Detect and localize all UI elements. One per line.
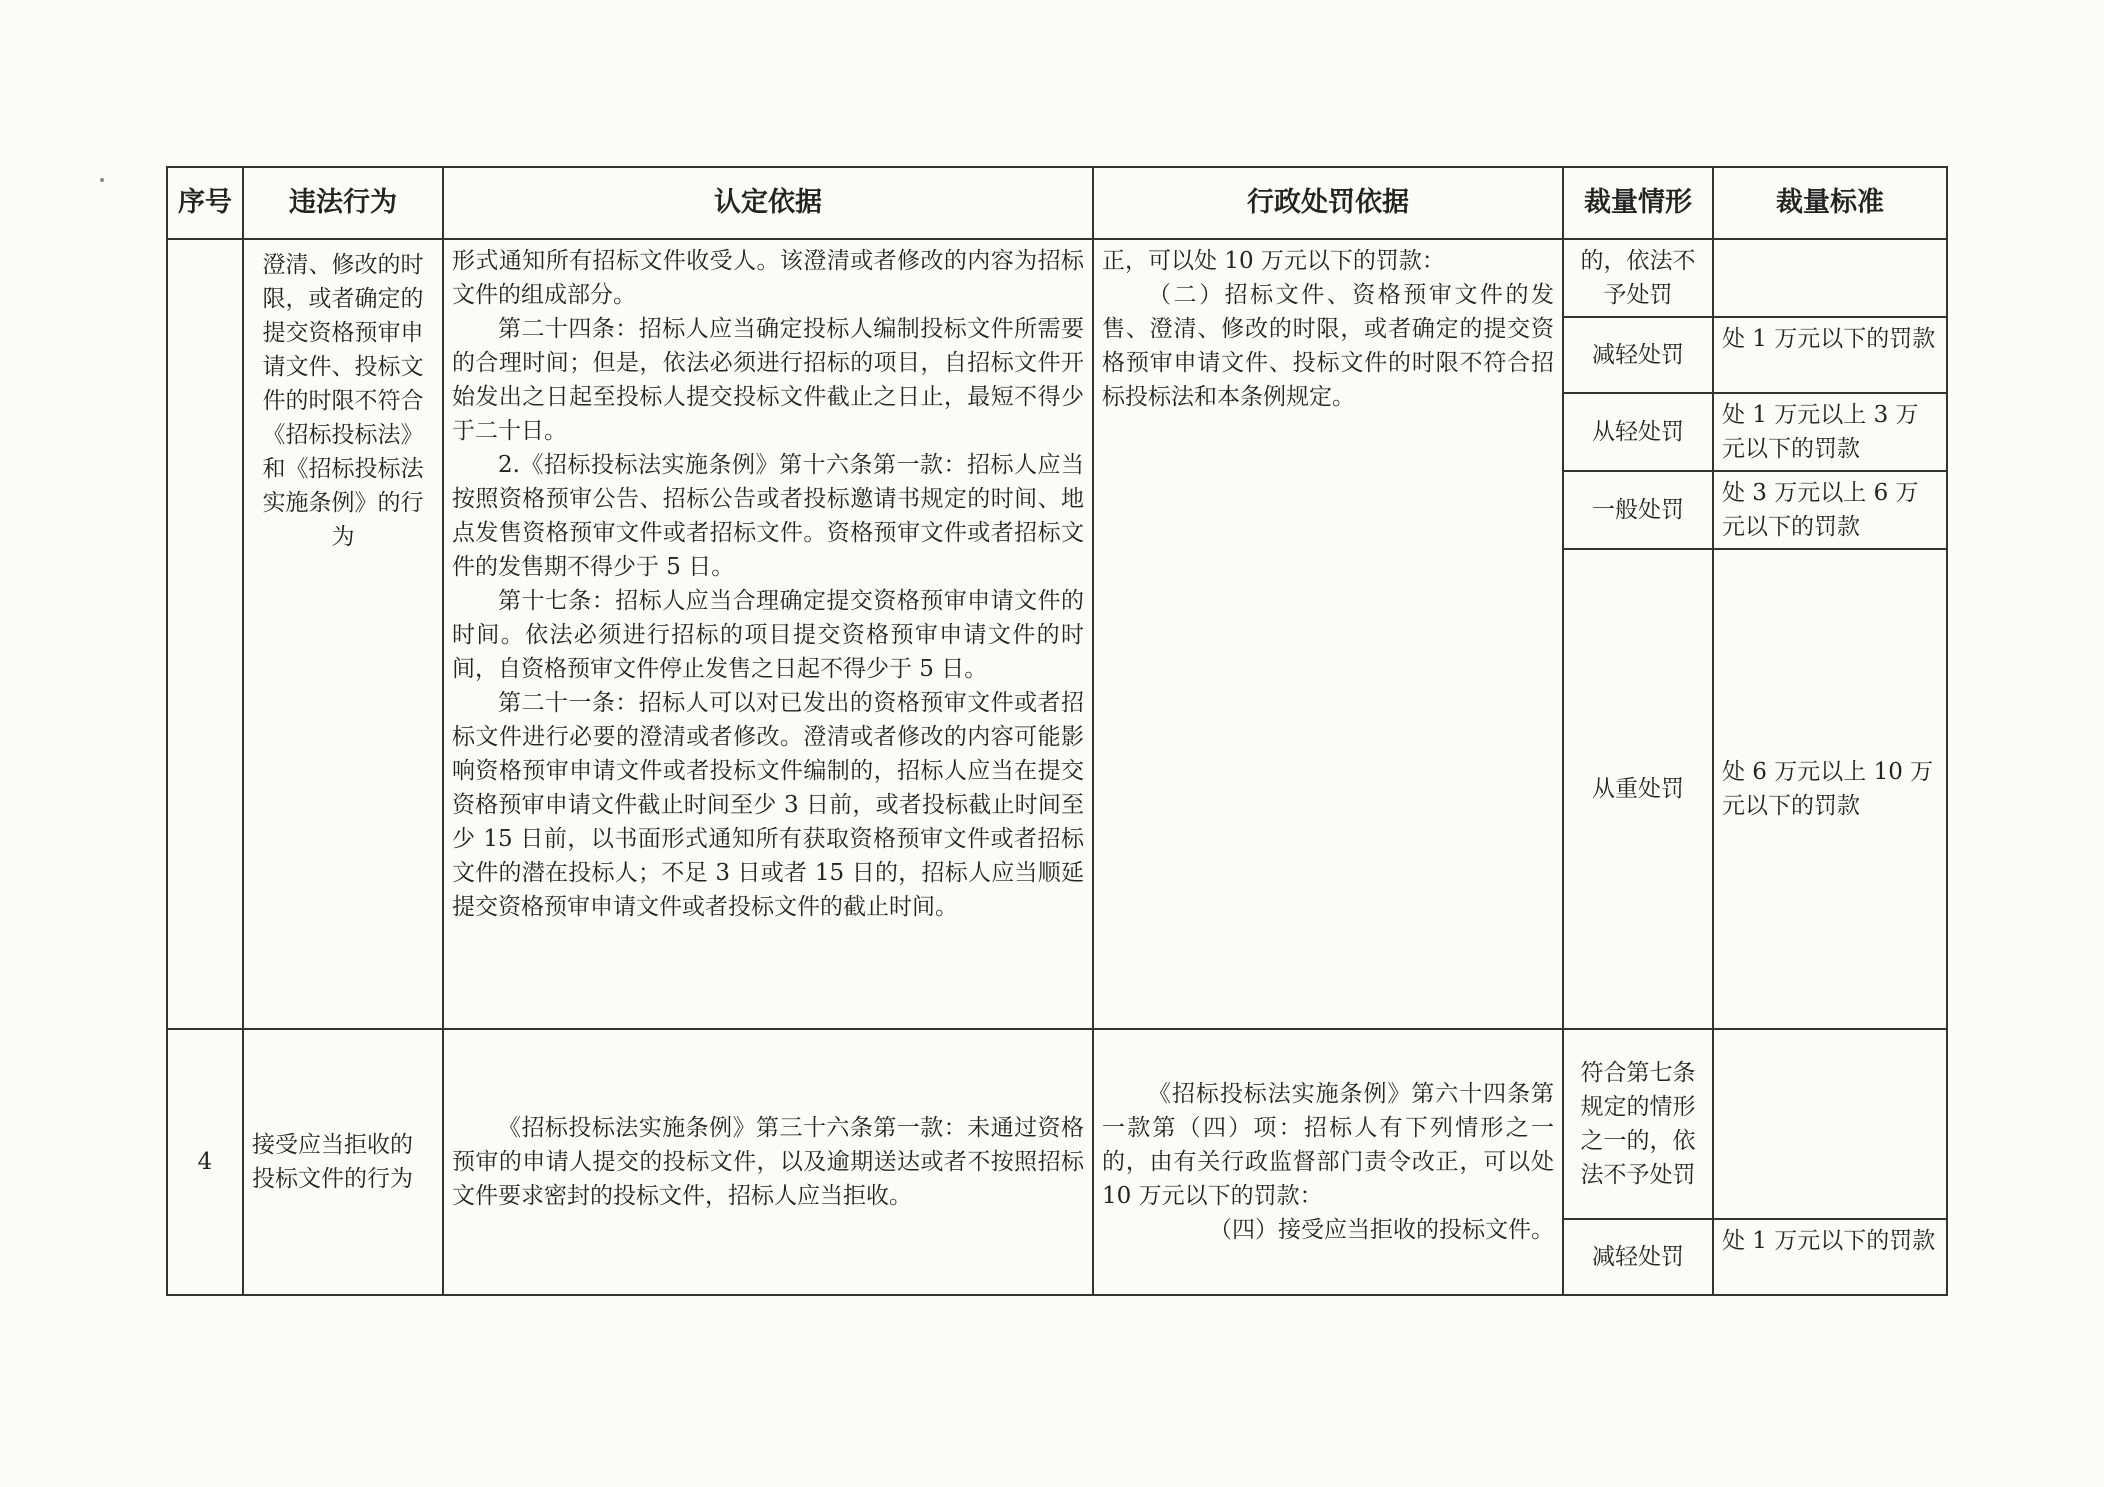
basis-paragraph: 2.《招标投标法实施条例》第十六条第一款：招标人应当按照资格预审公告、招标公告或者投标邀请书规定的时间、地点发售资格预审文件或者招标文件。资格预审文件或者招标文件的发售期不得少于 5 日。 xyxy=(452,452,1084,580)
row4-situation-2: 减轻处罚 xyxy=(1563,1219,1713,1295)
basis-paragraph: 第二十一条：招标人可以对已发出的资格预审文件或者招标文件进行必要的澄清或者修改。澄清或者修改的内容可能影响资格预审申请文件或者投标文件编制的，招标人应当在提交资格预审申请文件截止时间至少 3 日前，或者投标截止时间至少 15 日前，以书面形式通知所有获取资格预审文件或者招标文件的潜在投标人；不足 3 日或者 15 日的，招标人应当顺延提交资格预审申请文件或者投标文件的截止时间。 xyxy=(452,690,1084,920)
row3-situation-4: 一般处罚 xyxy=(1563,471,1713,549)
table-row xyxy=(167,1029,1947,1219)
penalty-paragraph: （四）接受应当拒收的投标文件。 xyxy=(1209,1217,1554,1243)
penalty-paragraph: 《招标投标法实施条例》第六十四条第一款第（四）项：招标人有下列情形之一的，由有关行政监督部门责令改正，可以处 10 万元以下的罚款： xyxy=(1102,1081,1554,1209)
scan-speck xyxy=(100,178,104,182)
row3-basis xyxy=(443,239,1093,1029)
row4-standard-2: 处 1 万元以下的罚款 xyxy=(1713,1219,1947,1295)
row3-situation-2: 减轻处罚 xyxy=(1563,317,1713,393)
row4-violation: 接受应当拒收的投标文件的行为 xyxy=(243,1029,443,1295)
row3-standard-1 xyxy=(1713,239,1947,317)
row3-situation-3: 从轻处罚 xyxy=(1563,393,1713,471)
basis-paragraph: 第二十四条：招标人应当确定投标人编制投标文件所需要的合理时间；但是，依法必须进行招标的项目，自招标文件开始发出之日起至投标人提交投标文件截止之日止，最短不得少于二十日。 xyxy=(452,316,1084,444)
row3-standard-2: 处 1 万元以下的罚款 xyxy=(1713,317,1947,393)
row4-penalty-basis xyxy=(1093,1029,1563,1295)
row3-penalty-basis xyxy=(1093,239,1563,1029)
row3-situation-1: 的，依法不予处罚 xyxy=(1563,239,1713,317)
basis-paragraph: 形式通知所有招标文件收受人。该澄清或者修改的内容为招标文件的组成部分。 xyxy=(452,248,1084,308)
header-penalty-basis: 行政处罚依据 xyxy=(1093,167,1563,239)
header-no: 序号 xyxy=(167,167,243,239)
penalty-paragraph: （二）招标文件、资格预审文件的发售、澄清、修改的时限，或者确定的提交资格预审申请文件、投标文件的时限不符合招标投标法和本条例规定。 xyxy=(1102,282,1554,410)
header-row xyxy=(167,167,1947,239)
penalty-paragraph: 正，可以处 10 万元以下的罚款： xyxy=(1102,248,1445,274)
header-discretion-situation: 裁量情形 xyxy=(1563,167,1713,239)
penalty-discretion-table xyxy=(166,166,1948,1296)
table-row xyxy=(167,239,1947,317)
header-violation: 违法行为 xyxy=(243,167,443,239)
row4-standard-1 xyxy=(1713,1029,1947,1219)
row3-situation-5: 从重处罚 xyxy=(1563,549,1713,1029)
row3-violation: 澄清、修改的时限，或者确定的提交资格预审申请文件、投标文件的时限不符合《招标投标法》和《招标投标法实施条例》的行为 xyxy=(243,239,443,1029)
row3-standard-4: 处 3 万元以上 6 万元以下的罚款 xyxy=(1713,471,1947,549)
header-discretion-standard: 裁量标准 xyxy=(1713,167,1947,239)
row3-standard-5: 处 6 万元以上 10 万元以下的罚款 xyxy=(1713,549,1947,1029)
basis-paragraph: 第十七条：招标人应当合理确定提交资格预审申请文件的时间。依法必须进行招标的项目提交资格预审申请文件的时间，自资格预审文件停止发售之日起不得少于 5 日。 xyxy=(452,588,1084,682)
row3-no xyxy=(167,239,243,1029)
row4-basis xyxy=(443,1029,1093,1295)
row4-situation-1: 符合第七条规定的情形之一的，依法不予处罚 xyxy=(1563,1029,1713,1219)
row3-standard-3: 处 1 万元以上 3 万元以下的罚款 xyxy=(1713,393,1947,471)
row4-no: 4 xyxy=(167,1029,243,1295)
header-basis: 认定依据 xyxy=(443,167,1093,239)
basis-paragraph: 《招标投标法实施条例》第三十六条第一款：未通过资格预审的申请人提交的投标文件，以及逾期送达或者不按照招标文件要求密封的投标文件，招标人应当拒收。 xyxy=(452,1115,1084,1209)
